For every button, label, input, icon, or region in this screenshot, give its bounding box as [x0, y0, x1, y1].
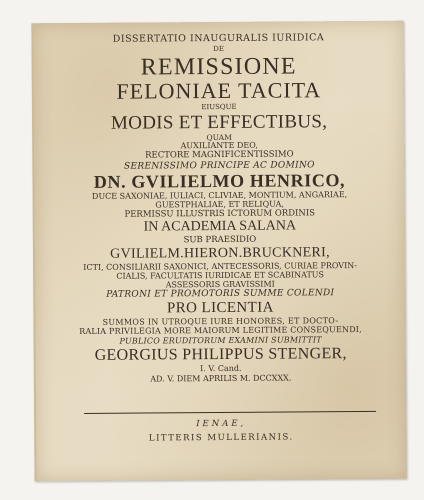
divider-rule: [84, 411, 376, 414]
examination-line: PUBLICO ERUDITORUM EXAMINI SUBMITTIT: [119, 334, 322, 346]
author-degree: I. V. Cand.: [200, 363, 242, 373]
main-title-line-3: MODIS ET EFFECTIBUS,: [110, 110, 328, 134]
dissertation-heading: DISSERTATIO INAUGURALIS IURIDICA: [112, 32, 325, 45]
preposition-de: DE: [213, 44, 224, 53]
title-page: [31, 21, 406, 482]
imprint-city: IENAE,: [196, 418, 247, 430]
praeses-titles-line-2: CIALIS, FACULTATIS IURIDICAE ET SCABINATUS: [116, 269, 325, 281]
imprint-block: [36, 418, 406, 445]
imprint-printer: LITTERIS MULLERIANIS.: [148, 432, 294, 444]
auxiliante-deo: AUXILIANTE DEO,: [180, 140, 258, 151]
author-name: GEORGIUS PHILIPPUS STENGER,: [94, 344, 347, 364]
patron-line: PATRONI ET PROMOTORIS SUMME COLENDI: [106, 287, 335, 300]
academy-line: IN ACADEMIA SALANA: [143, 218, 297, 235]
main-title-line-2: FELONIAE TACITA: [116, 76, 322, 104]
relative-quam: QUAM: [206, 132, 232, 142]
conjunction-eiusque: EIUSQUE: [201, 102, 237, 111]
prince-name: DN. GVILIELMO HENRICO,: [93, 169, 346, 192]
honors-line-1: SUMMOS IN UTROQUE IURE HONORES, ET DOCTO-: [102, 315, 339, 327]
rector-line: RECTORE MAGNIFICENTISSIMO: [145, 149, 294, 161]
honors-line-2: RALIA PRIVILEGIA MORE MAIORUM LEGITIME CONSEQUENDI,: [79, 324, 362, 336]
date-line: AD. V. DIEM APRILIS M. DCCXXX.: [150, 372, 292, 383]
permission-line: PERMISSU ILLUSTRIS ICTORUM ORDINIS: [124, 207, 316, 220]
praeses-titles-line-1: ICTI, CONSILIARII SAXONICI, ANTECESSORIS, CURIAE PROVIN-: [83, 260, 357, 272]
presidium-line: SUB PRAESIDIO: [183, 234, 257, 246]
pro-licentia: PRO LICENTIA: [166, 299, 274, 316]
prince-titles-line-1: DUCE SAXONIAE, IULIACI, CLIVIAE, MONTIUM, ANGARIAE,: [91, 189, 348, 201]
prince-line: SERENISSIMO PRINCIPE AC DOMINO: [123, 159, 315, 172]
prince-titles-line-2: GUESTPHALIAE, ET RELIQUA,: [155, 199, 284, 209]
title-block: [33, 33, 405, 384]
main-title-line-1: REMISSIONE: [140, 52, 297, 81]
praeses-titles-line-3: ASSESSORIS GRAVISSIMI: [165, 279, 275, 289]
praeses-name: GVILIELM.HIERON.BRUCKNERI,: [110, 244, 330, 262]
